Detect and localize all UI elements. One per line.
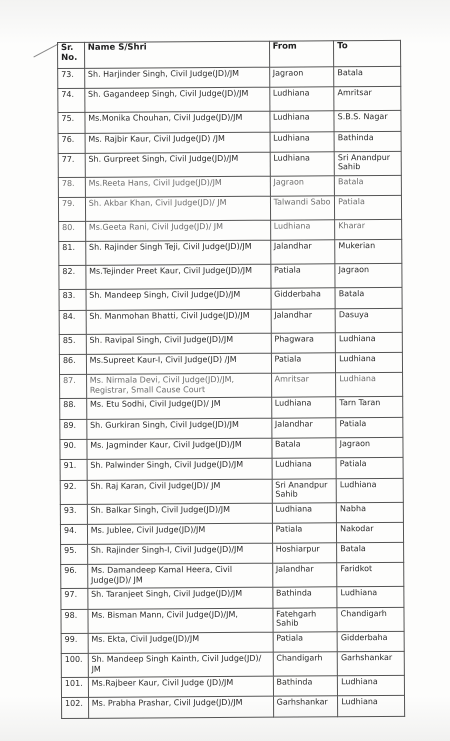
cell-to: Amritsar (334, 87, 401, 111)
table-row (60, 522, 403, 544)
cell-name: Sh. Rajinder Singh-I, Civil Judge(JD)/JM (87, 543, 272, 564)
cell-to: Ludhiana (336, 373, 403, 397)
cell-name: Sh. Manmohan Bhatti, Civil Judge(JD)/JM (86, 309, 271, 334)
cell-sr-no: 81. (59, 242, 86, 266)
cell-name: Sh. Rajinder Singh Teji, Civil Judge(JD)/JM (85, 241, 270, 266)
table-row (59, 264, 402, 290)
cell-from: Ludhiana (269, 87, 334, 111)
cell-from: Patiala (271, 353, 336, 374)
cell-to: Chandigarh (337, 607, 404, 631)
table-row (59, 220, 402, 242)
table-header (58, 40, 401, 68)
cell-from: Fatehgarh Sahib (273, 608, 338, 632)
cell-sr-no: 87. (60, 375, 87, 399)
cell-sr-no: 91. (60, 460, 87, 480)
cell-sr-no: 90. (60, 439, 87, 459)
table-row (59, 332, 402, 354)
cell-name: Ms. Damandeep Kamal Heera, Civil Judge(JD)/ JM (87, 564, 272, 589)
cell-name: Ms. Prabha Prashar, Civil Judge(JD)/JM (88, 697, 273, 718)
cell-name: Ms.Tejinder Preet Kaur, Civil Judge(JD)/JM (86, 265, 271, 290)
table-row (59, 308, 402, 334)
table-row (61, 563, 404, 589)
cell-sr-no: 80. (59, 222, 86, 242)
cell-to: Jagraon (335, 264, 402, 288)
cell-to: Faridkot (337, 563, 404, 587)
cell-from: Amritsar (271, 373, 336, 397)
cell-sr-no: 101. (61, 677, 88, 697)
cell-sr-no: 89. (60, 419, 87, 439)
cell-name: Ms.Rajbeer Kaur, Civil Judge (JD)/JM (88, 676, 273, 697)
cell-to: Ludhiana (337, 587, 404, 608)
table-row (60, 437, 403, 459)
header-from: From (269, 41, 334, 67)
cell-to: Kharar (335, 220, 402, 241)
cell-to: Ludhiana (336, 478, 403, 502)
cell-from: Patiala (273, 632, 338, 653)
cell-name: Sh. Harjinder Singh, Civil Judge(JD)/JM (84, 67, 269, 88)
cell-sr-no: 85. (59, 334, 86, 354)
cell-from: Batala (272, 438, 337, 459)
cell-to: Patiala (335, 196, 402, 220)
cell-sr-no: 75. (58, 113, 85, 133)
cell-name: Sh. Palwinder Singh, Civil Judge(JD)/JM (87, 458, 272, 479)
cell-sr-no: 74. (58, 89, 85, 113)
cell-sr-no: 83. (59, 290, 86, 310)
table-row (61, 675, 404, 697)
cell-sr-no: 98. (61, 609, 88, 633)
table-row (58, 87, 401, 113)
cell-to: Dasuya (335, 308, 402, 332)
cell-to: Nakodar (337, 522, 404, 543)
table-row (60, 458, 403, 480)
cell-from: Jalandhar (271, 309, 336, 333)
cell-name: Ms. Ekta, Civil Judge(JD)/JM (88, 632, 273, 653)
cell-sr-no: 102. (62, 698, 89, 718)
cell-to: Garhshankar (337, 651, 404, 675)
cell-to: Batala (334, 66, 401, 87)
header-sr-no: Sr. No. (58, 42, 85, 68)
cell-from: Patiala (272, 523, 337, 544)
cell-name: Ms.Monika Chouhan, Civil Judge(JD)/JM (85, 112, 270, 133)
cell-name: Sh. Mandeep Singh, Civil Judge(JD)/JM (86, 289, 271, 310)
cell-from: Jalandhar (272, 563, 337, 587)
cell-to: S.B.S. Nagar (334, 111, 401, 132)
table-row (59, 240, 402, 266)
table-row (58, 175, 401, 197)
cell-from: Patiala (270, 264, 335, 288)
table-row (61, 607, 404, 633)
scan-mark (33, 43, 58, 57)
cell-name: Ms.Geeta Rani, Civil Judge(JD)/ JM (85, 220, 270, 241)
cell-sr-no: 77. (58, 153, 85, 177)
transfer-table (57, 40, 405, 719)
cell-sr-no: 82. (59, 266, 86, 290)
cell-to: Mukerian (335, 240, 402, 264)
table-row (58, 131, 401, 153)
cell-to: Patiala (336, 417, 403, 438)
cell-to: Jagraon (336, 437, 403, 458)
cell-to: Ludhiana (338, 696, 405, 717)
cell-from: Jagraon (270, 176, 335, 197)
cell-name: Sh. Taranjeet Singh, Civil Judge(JD)/JM (88, 588, 273, 609)
cell-sr-no: 97. (61, 589, 88, 609)
cell-name: Sh. Mandeep Singh Kainth, Civil Judge(JD)/ JM (88, 652, 273, 677)
header-to: To (334, 40, 401, 66)
cell-name: Ms. Jublee, Civil Judge(JD)/JM (87, 523, 272, 544)
cell-sr-no: 79. (58, 198, 85, 222)
cell-name: Ms.Supreet Kaur-I, Civil Judge(JD) /JM (86, 353, 271, 374)
cell-from: Jagraon (269, 67, 334, 88)
cell-from: Gidderbaha (271, 288, 336, 309)
cell-to: Sri Anandpur Sahib (334, 151, 401, 175)
table-row (58, 111, 401, 133)
cell-to: Batala (335, 288, 402, 309)
cell-to: Bathinda (334, 131, 401, 152)
cell-sr-no: 99. (61, 633, 88, 653)
cell-from: Phagwara (271, 333, 336, 354)
cell-from: Sri Anandpur Sahib (272, 478, 337, 502)
cell-from: Bathinda (273, 676, 338, 697)
table-row (59, 288, 402, 310)
cell-to: Tarn Taran (336, 397, 403, 418)
cell-from: Ludhiana (272, 502, 337, 523)
table-row (60, 502, 403, 524)
cell-name: Ms. Etu Sodhi, Civil Judge(JD)/ JM (86, 398, 271, 419)
cell-from: Garhshankar (273, 696, 338, 717)
cell-sr-no: 93. (60, 504, 87, 524)
cell-name: Ms. Nirmala Devi, Civil Judge(JD)/JM, Registrar, Small Cause Court (86, 374, 271, 399)
cell-to: Patiala (336, 458, 403, 479)
table-row (61, 651, 404, 677)
table-row (62, 696, 405, 718)
cell-to: Gidderbaha (337, 631, 404, 652)
cell-sr-no: 96. (61, 565, 88, 589)
table-row (59, 352, 402, 374)
cell-name: Ms. Jagminder Kaur, Civil Judge(JD)/JM (87, 438, 272, 459)
cell-from: Ludhiana (271, 397, 336, 418)
cell-sr-no: 84. (59, 310, 86, 334)
table-row (58, 151, 401, 177)
table-row (60, 417, 403, 439)
cell-sr-no: 76. (58, 133, 85, 153)
table-row (58, 66, 401, 88)
cell-from: Ludhiana (270, 111, 335, 132)
cell-from: Ludhiana (270, 152, 335, 176)
cell-to: Batala (334, 175, 401, 196)
cell-sr-no: 73. (58, 68, 85, 88)
cell-to: Batala (337, 543, 404, 564)
cell-to: Ludhiana (338, 675, 405, 696)
cell-from: Ludhiana (270, 220, 335, 241)
cell-sr-no: 95. (61, 544, 88, 564)
cell-from: Bathinda (272, 587, 337, 608)
cell-from: Ludhiana (272, 458, 337, 479)
table-row (61, 543, 404, 565)
cell-name: Sh. Akbar Khan, Civil Judge(JD)/ JM (85, 196, 270, 221)
cell-from: Jalandhar (271, 417, 336, 438)
table-row (60, 373, 403, 399)
cell-name: Ms. Rajbir Kaur, Civil Judge(JD) /JM (85, 132, 270, 153)
cell-sr-no: 100. (61, 653, 88, 677)
cell-name: Ms.Reeta Hans, Civil Judge(JD)/JM (85, 176, 270, 197)
table-row (60, 478, 403, 504)
table-row (61, 631, 404, 653)
cell-name: Ms. Bisman Mann, Civil Judge(JD)/JM, (88, 608, 273, 633)
table-row (61, 587, 404, 609)
cell-sr-no: 86. (59, 354, 86, 374)
cell-name: Sh. Gurkiran Singh, Civil Judge(JD)/JM (87, 418, 272, 439)
cell-from: Chandigarh (273, 652, 338, 676)
cell-sr-no: 78. (58, 177, 85, 197)
cell-name: Sh. Balkar Singh, Civil Judge(JD)/JM (87, 503, 272, 524)
table-body (58, 66, 405, 718)
cell-name: Sh. Gagandeep Singh, Civil Judge(JD)/JM (85, 88, 270, 113)
table-row (58, 196, 401, 222)
cell-to: Nabha (336, 502, 403, 523)
cell-from: Hoshiarpur (272, 543, 337, 564)
cell-from: Jalandhar (270, 240, 335, 264)
cell-from: Talwandi Sabo (270, 196, 335, 220)
cell-name: Sh. Ravipal Singh, Civil Judge(JD)/JM (86, 333, 271, 354)
cell-name: Sh. Gurpreet Singh, Civil Judge(JD)/JM (85, 152, 270, 177)
cell-from: Ludhiana (270, 131, 335, 152)
cell-sr-no: 94. (60, 524, 87, 544)
cell-to: Ludhiana (336, 352, 403, 373)
table-row (60, 397, 403, 419)
cell-sr-no: 92. (60, 480, 87, 504)
header-name: Name S/Shri (84, 41, 269, 68)
cell-sr-no: 88. (60, 399, 87, 419)
cell-to: Ludhiana (335, 332, 402, 353)
cell-name: Sh. Raj Karan, Civil Judge(JD)/ JM (87, 479, 272, 504)
